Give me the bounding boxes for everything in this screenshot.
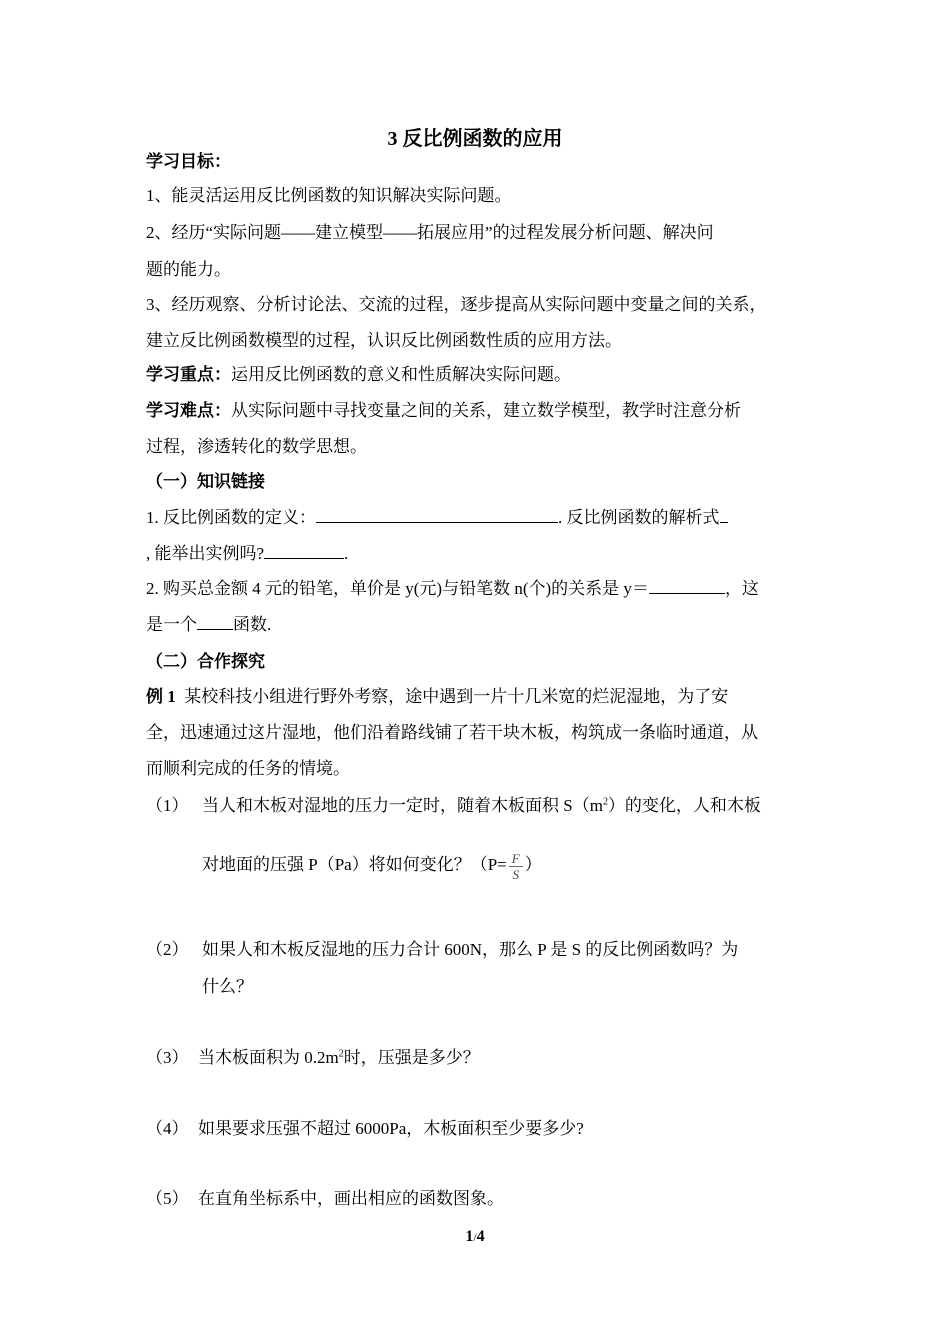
blank-formula[interactable] — [720, 506, 728, 523]
problem-1-line-1 — [202, 794, 761, 818]
blank-example[interactable] — [264, 542, 344, 559]
question-2-text-a: 2. 购买总金额 4 元的铅笔，单价是 y(元)与铅笔数 n(个)的关系是 y＝ — [146, 579, 649, 598]
problem-2-line-2: 什么？ — [202, 977, 253, 996]
problem-3-line — [198, 1046, 480, 1070]
goal-3-line-2: 建立反比例函数模型的过程，认识反比例函数性质的应用方法。 — [146, 331, 622, 350]
example-label: 例 1 — [146, 687, 176, 706]
question-1-text-d: . — [344, 544, 349, 563]
question-2-line-1 — [146, 577, 759, 601]
question-1-line-1 — [146, 506, 728, 530]
key-point-text: 运用反比例函数的意义和性质解决实际问题。 — [231, 365, 571, 384]
problem-1-text-a: 当人和木板对湿地的压力一定时，随着木板面积 S（m — [202, 796, 603, 815]
question-2-text-c: 是一个 — [146, 615, 197, 634]
question-1-text-c: , 能举出实例吗? — [146, 544, 265, 563]
blank-definition[interactable] — [316, 506, 558, 523]
key-point-label: 学习重点： — [146, 365, 231, 384]
question-1-text-a: 1. 反比例函数的定义： — [146, 508, 316, 527]
problem-3-text-a: 当木板面积为 0.2m — [198, 1048, 339, 1067]
problem-3-number: （3） — [146, 1048, 189, 1067]
problem-3-sup: 2 — [338, 1048, 344, 1060]
page-number: 1 — [465, 1228, 474, 1245]
key-point — [146, 363, 571, 387]
example-text-1: 某校科技小组进行野外考察，途中遇到一片十几米宽的烂泥湿地，为了安 — [184, 687, 729, 706]
problem-2-line-1: 如果人和木板反湿地的压力合计 600N，那么 P 是 S 的反比例函数吗？为 — [202, 940, 739, 959]
goal-3-line-1: 3、经历观察、分析讨论法、交流的过程，逐步提高从实际问题中变量之间的关系， — [146, 295, 767, 314]
goal-2-line-1: 2、经历“实际问题——建立模型——拓展应用”的过程发展分析问题、解决问 — [146, 223, 714, 242]
section-2-heading: （二）合作探究 — [146, 652, 265, 671]
example-line-2: 全，迅速通过这片湿地，他们沿着路线铺了若干块木板，构筑成一条临时通道，从 — [146, 723, 758, 742]
difficulty-label: 学习难点： — [146, 401, 231, 420]
question-2-text-b: ，这 — [724, 579, 759, 598]
problem-5-line: 在直角坐标系中，画出相应的函数图象。 — [198, 1189, 504, 1208]
problem-3-text-b: 时，压强是多少？ — [343, 1048, 480, 1067]
problem-2-number: （2） — [146, 940, 189, 959]
goals-heading: 学习目标： — [146, 152, 231, 171]
problem-1-text-b: ）的变化，人和木板 — [607, 796, 761, 815]
page-total: 4 — [476, 1228, 485, 1245]
problem-1-line-2 — [202, 848, 542, 882]
question-1-text-b: . 反比例函数的解析式 — [558, 508, 720, 527]
problem-1-text-d: ） — [524, 855, 542, 874]
difficulty-line-2: 过程，渗透转化的数学思想。 — [146, 437, 367, 456]
problem-1-number: （1） — [146, 796, 189, 815]
fraction-denominator: S — [512, 866, 519, 882]
problem-1-sup: 2 — [602, 796, 608, 808]
difficulty-line-1 — [146, 399, 741, 423]
goal-2-line-2: 题的能力。 — [146, 260, 231, 279]
difficulty-text-1: 从实际问题中寻找变量之间的关系，建立数学模型，教学时注意分析 — [231, 401, 741, 420]
page-footer — [0, 1228, 950, 1246]
example-line-3: 而顺利完成的任务的情境。 — [146, 759, 350, 778]
problem-5-number: （5） — [146, 1189, 189, 1208]
goal-1: 1、能灵活运用反比例函数的知识解决实际问题。 — [146, 186, 512, 205]
question-1-line-2 — [146, 542, 348, 566]
page-separator: / — [473, 1230, 477, 1244]
page-title: 3 反比例函数的应用 — [387, 128, 563, 150]
example-line-1 — [146, 685, 728, 709]
blank-relation[interactable] — [649, 577, 725, 594]
section-1-heading: （一）知识链接 — [146, 472, 265, 491]
blank-function-type[interactable] — [197, 613, 233, 630]
question-2-line-2 — [146, 613, 271, 637]
pressure-formula-fraction — [509, 851, 523, 882]
question-2-text-d: 函数. — [233, 615, 272, 634]
problem-1-text-c: 对地面的压强 P（Pa）将如何变化？（P= — [202, 855, 507, 874]
fraction-numerator: F — [509, 851, 523, 867]
problem-4-line: 如果要求压强不超过 6000Pa，木板面积至少要多少? — [198, 1119, 584, 1138]
problem-4-number: （4） — [146, 1119, 189, 1138]
